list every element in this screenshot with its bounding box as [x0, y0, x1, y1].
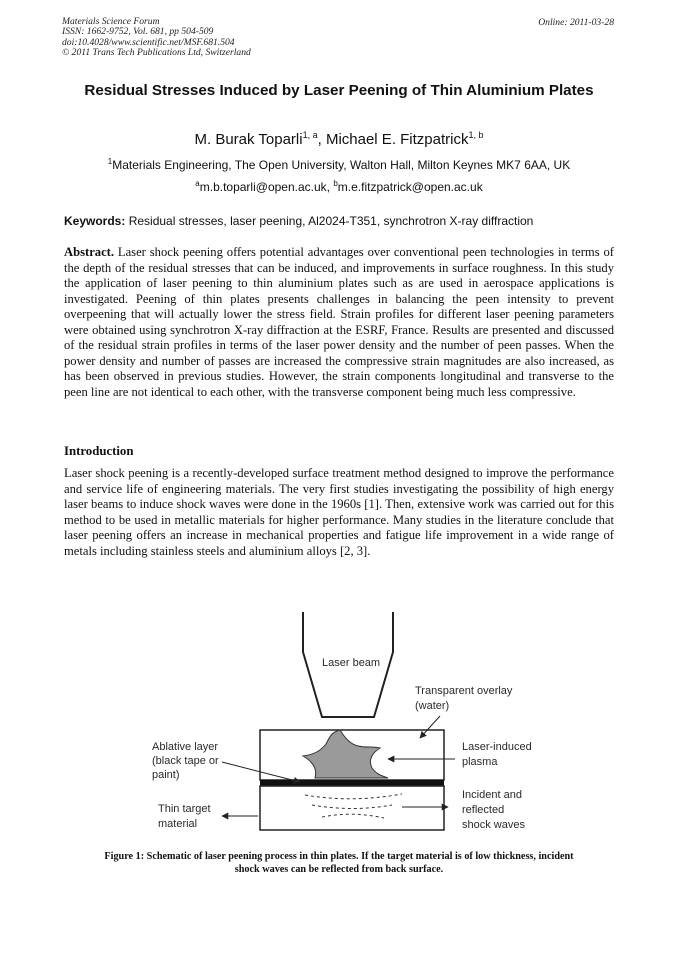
email-b-sup: b [333, 179, 338, 188]
keywords-label: Keywords: [64, 214, 126, 228]
arrow-overlay [420, 716, 440, 738]
target-material [260, 786, 444, 830]
shock-wave-3 [322, 814, 384, 818]
paper-title: Residual Stresses Induced by Laser Peening of Thin Aluminium Plates [84, 82, 594, 99]
laser-peening-schematic [140, 602, 540, 842]
label-overlay-2: (water) [415, 700, 450, 712]
emails [40, 179, 638, 194]
shock-wave-1 [305, 794, 402, 799]
issn: ISSN: 1662-9752, Vol. 681, pp 504-509 [62, 26, 214, 38]
ablative-layer [260, 780, 444, 786]
label-plasma-2: plasma [462, 756, 498, 768]
label-shock-3: shock waves [462, 819, 525, 831]
arrow-ablative [222, 762, 300, 782]
figure-1-caption [64, 851, 614, 876]
email-b: m.e.fitzpatrick@open.ac.uk [337, 180, 483, 194]
copyright: © 2011 Trans Tech Publications Ltd, Switzerland [62, 47, 251, 59]
label-overlay-1: Transparent overlay [415, 685, 513, 697]
keywords [64, 214, 614, 228]
author-2-affil: 1, b [468, 130, 484, 140]
affiliation-sup: 1 [107, 157, 113, 166]
abstract-label: Abstract. [64, 245, 115, 259]
introduction-text: Laser shock peening is a recently-developed surface treatment method designed to improve the performance and service life of engineering materials. The very first studies investigating the possibility of high energy laser beams to induce shock waves were done in the 1960s [1]. Then, extensive work was carried out for this method to be used in metallic materials for higher performance. Many studies in the literature conclude that laser peening offers an increase in mechanical properties and fatigue life improvement in a wide range of metals including stainless steels and aluminium alloys [2, 3]. [64, 466, 614, 558]
online-date: Online: 2011-03-28 [538, 17, 614, 28]
authors [40, 130, 638, 148]
abstract-text: Laser shock peening offers potential advantages over conventional peen technologies in terms of the depth of the residual stresses that can be induced, and improvements in surface roughness. In this study the application of laser peening to thin aluminium plates such as are used in aerospace applications is investigated. Peening of thin plates presents challenges in balancing the peen intensity to prevent overpeening that will actually lower the stress field. Strain profiles for different laser peening parameters were obtained using synchrotron X-ray diffraction at the ESRF, France. Results are presented and discussed of the residual strain profiles in terms of the laser power density and the number of peen passes. When the power density and number of passes are increased the compressive strain magnitudes are also increased, as has been observed in previous studies. However, the strain components longitudinal and transverse to the peen line are not identical to each other, with the transverse component being much less compressive. [64, 245, 614, 399]
label-target-2: material [158, 818, 198, 830]
label-shock-2: reflected [462, 804, 505, 816]
figure-1 [140, 602, 540, 842]
label-target-1: Thin target [158, 803, 211, 815]
label-ablative-3: paint) [152, 769, 180, 781]
author-separator: , [317, 131, 326, 148]
journal-meta [62, 17, 251, 59]
label-ablative-2: (black tape or [152, 755, 219, 767]
affiliation [40, 157, 638, 172]
author-2: Michael E. Fitzpatrick [325, 131, 469, 148]
keywords-text: Residual stresses, laser peening, Al2024-T351, synchrotron X-ray diffraction [125, 214, 534, 228]
shock-wave-2 [312, 805, 392, 809]
author-1: M. Burak Toparli [194, 131, 303, 148]
caption-line-1: Figure 1: Schematic of laser peening process in thin plates. If the target material is of low thickness, incident [104, 851, 574, 862]
journal-name: Materials Science Forum [62, 16, 160, 27]
email-a: m.b.toparli@open.ac.uk, [199, 180, 334, 194]
caption-line-2: shock waves can be reflected from back surface. [234, 863, 444, 875]
author-1-affil: 1, a [302, 130, 318, 140]
label-laser-beam: Laser beam [322, 657, 381, 669]
label-plasma-1: Laser-induced [462, 741, 532, 753]
affiliation-text: Materials Engineering, The Open University, Walton Hall, Milton Keynes MK7 6AA, UK [112, 158, 571, 172]
plasma-shape [303, 730, 388, 778]
abstract [64, 245, 614, 400]
label-shock-1: Incident and [462, 789, 522, 801]
label-ablative-1: Ablative layer [152, 741, 219, 753]
email-a-sup: a [195, 179, 200, 188]
doi: doi:10.4028/www.scientific.net/MSF.681.504 [62, 36, 235, 48]
section-heading-introduction: Introduction [64, 444, 134, 458]
